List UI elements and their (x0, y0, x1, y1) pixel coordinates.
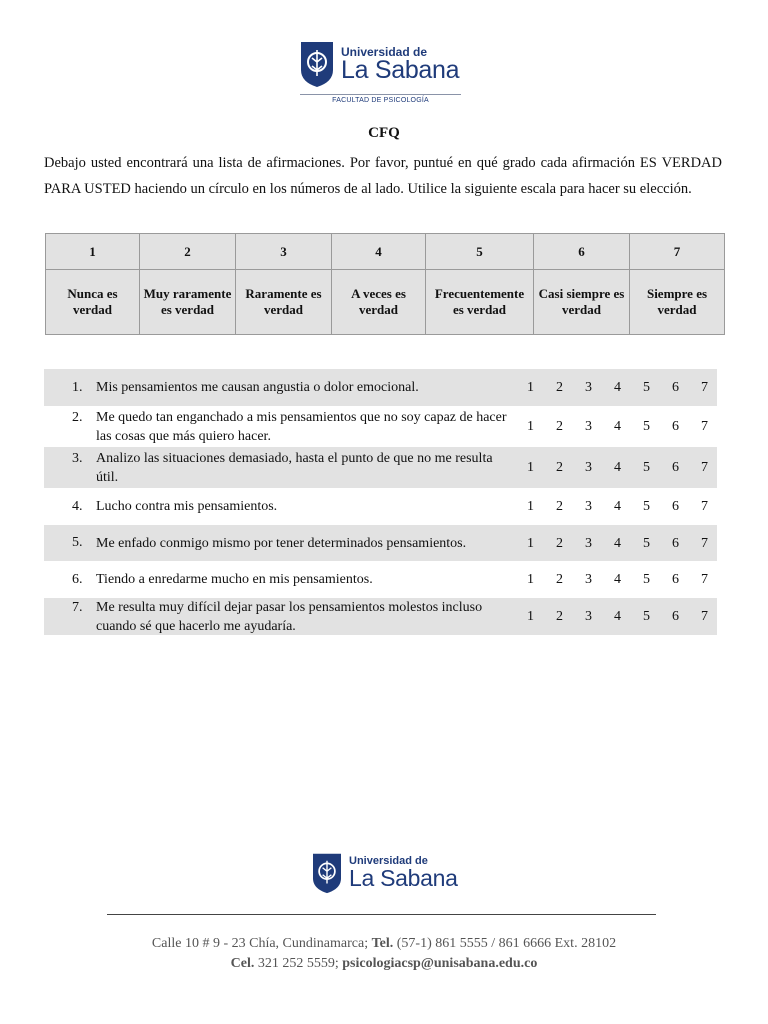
rating-option[interactable]: 6 (672, 499, 679, 514)
rating-option[interactable]: 3 (585, 499, 592, 514)
rating-option[interactable]: 6 (672, 460, 679, 475)
scale-table (45, 233, 725, 335)
rating-option[interactable]: 3 (585, 380, 592, 395)
shield-icon (299, 40, 335, 88)
scale-label: A veces es verdad (332, 270, 426, 335)
rating-option[interactable]: 7 (701, 460, 708, 475)
rating-option[interactable]: 7 (701, 499, 708, 514)
rating-option[interactable]: 7 (701, 572, 708, 587)
scale-number: 2 (140, 234, 236, 270)
rating-option[interactable]: 6 (672, 419, 679, 434)
rating-option[interactable]: 4 (614, 535, 621, 551)
rating-option[interactable]: 3 (585, 460, 592, 475)
item-text: Me quedo tan enganchado a mis pensamientos que no soy capaz de hacer las cosas que más quiero hacer. (96, 409, 507, 444)
rating-option[interactable]: 1 (527, 609, 534, 624)
footer-contact (0, 956, 768, 972)
rating-option[interactable]: 4 (614, 609, 621, 624)
footer-address (0, 936, 768, 952)
rating-option[interactable]: 2 (556, 419, 563, 434)
scale-number: 6 (534, 234, 630, 270)
logo-line1: Universidad de (341, 44, 428, 59)
item-number: 2. (72, 410, 83, 425)
rating-option[interactable]: 1 (527, 572, 534, 587)
rating-options (516, 458, 719, 477)
logo-line2: La Sabana (349, 865, 458, 891)
tel-number: (57-1) 861 5555 / 861 6666 Ext. 28102 (396, 936, 617, 951)
item-text: Tiendo a enredarme mucho en mis pensamientos. (96, 572, 373, 587)
scale-number: 3 (236, 234, 332, 270)
scale-label: Nunca es verdad (46, 270, 140, 335)
tel-label: Tel. (371, 936, 394, 951)
rating-option[interactable]: 5 (643, 499, 650, 514)
rating-option[interactable]: 4 (614, 572, 621, 587)
list-item (44, 369, 717, 406)
divider (300, 94, 461, 95)
rating-option[interactable]: 2 (556, 572, 563, 587)
scale-label: Frecuentemente es verdad (426, 270, 534, 335)
faculty-label: FACULTAD DE PSICOLOGÍA (332, 97, 429, 104)
rating-option[interactable]: 1 (527, 535, 534, 551)
item-text: Lucho contra mis pensamientos. (96, 499, 278, 514)
rating-option[interactable]: 1 (527, 419, 534, 434)
list-item (44, 406, 717, 447)
scale-label: Muy raramente es verdad (140, 270, 236, 335)
rating-option[interactable]: 5 (643, 535, 650, 551)
rating-option[interactable]: 5 (643, 572, 650, 587)
footer-divider (107, 914, 656, 915)
rating-option[interactable]: 2 (556, 535, 563, 551)
item-number: 6. (72, 572, 83, 587)
instructions: Debajo usted encontrará una lista de afirmaciones. Por favor, puntué en qué grado cada afirmación ES VERDAD PARA USTED haciendo un círculo en los números de al lado. Utilice la siguiente escala para hacer su elección. (44, 155, 722, 197)
rating-option[interactable]: 1 (527, 380, 534, 395)
rating-option[interactable]: 2 (556, 380, 563, 395)
rating-option[interactable]: 6 (672, 535, 679, 551)
rating-option[interactable]: 5 (643, 609, 650, 624)
address-text: Calle 10 # 9 - 23 Chía, Cundinamarca; (151, 936, 369, 951)
email-link[interactable]: psicologiacsp@unisabana.edu.co (342, 956, 538, 971)
scale-number: 7 (630, 234, 725, 270)
rating-options (516, 497, 719, 516)
list-item (44, 525, 717, 561)
footer-logo (311, 852, 458, 894)
university-logo (299, 40, 459, 88)
rating-option[interactable]: 7 (701, 609, 708, 624)
scale-label: Raramente es verdad (236, 270, 332, 335)
rating-option[interactable]: 3 (585, 572, 592, 587)
rating-options (516, 417, 719, 436)
scale-number: 5 (426, 234, 534, 270)
rating-option[interactable]: 4 (614, 460, 621, 475)
rating-option[interactable]: 4 (614, 419, 621, 434)
item-text: Analizo las situaciones demasiado, hasta el punto de que no me resulta útil. (96, 450, 493, 485)
rating-option[interactable]: 7 (701, 419, 708, 434)
page-title: CFQ (368, 125, 400, 141)
scale-number: 4 (332, 234, 426, 270)
item-number: 1. (72, 380, 83, 395)
cel-label: Cel. (230, 956, 255, 971)
rating-option[interactable]: 5 (643, 419, 650, 434)
rating-options (516, 534, 719, 553)
list-item (44, 598, 717, 635)
rating-option[interactable]: 1 (527, 499, 534, 514)
rating-option[interactable]: 7 (701, 380, 708, 395)
rating-options (516, 607, 719, 626)
item-number: 5. (72, 535, 83, 550)
shield-icon (311, 852, 343, 894)
item-text: Me enfado conmigo mismo por tener determinados pensamientos. (96, 535, 467, 551)
cel-number: 321 252 5559; (257, 956, 339, 971)
rating-option[interactable]: 5 (643, 380, 650, 395)
rating-option[interactable]: 6 (672, 572, 679, 587)
rating-option[interactable]: 7 (701, 535, 708, 551)
rating-option[interactable]: 3 (585, 609, 592, 624)
rating-option[interactable]: 3 (585, 535, 592, 551)
rating-options (516, 378, 719, 397)
scale-label: Casi siempre es verdad (534, 270, 630, 335)
item-text: Me resulta muy difícil dejar pasar los pensamientos molestos incluso cuando sé que hacerlo me ayudaría. (96, 599, 483, 634)
item-number: 4. (72, 499, 83, 514)
list-item (44, 447, 717, 488)
rating-option[interactable]: 4 (614, 499, 621, 514)
item-text: Mis pensamientos me causan angustia o dolor emocional. (96, 380, 419, 395)
scale-number: 1 (46, 234, 140, 270)
rating-option[interactable]: 4 (614, 380, 621, 395)
rating-option[interactable]: 6 (672, 609, 679, 624)
rating-option[interactable]: 2 (556, 609, 563, 624)
item-number: 3. (72, 451, 83, 466)
logo-line2: La Sabana (341, 55, 460, 84)
scale-label: Siempre es verdad (630, 270, 725, 335)
rating-option[interactable]: 6 (672, 380, 679, 395)
rating-option[interactable]: 2 (556, 499, 563, 514)
list-item (44, 488, 717, 525)
list-item (44, 561, 717, 598)
rating-option[interactable]: 1 (527, 460, 534, 475)
rating-option[interactable]: 5 (643, 460, 650, 475)
rating-option[interactable]: 3 (585, 419, 592, 434)
rating-option[interactable]: 2 (556, 460, 563, 475)
item-number: 7. (72, 600, 83, 615)
logo-line1: Universidad de (349, 855, 428, 867)
rating-options (516, 570, 719, 589)
